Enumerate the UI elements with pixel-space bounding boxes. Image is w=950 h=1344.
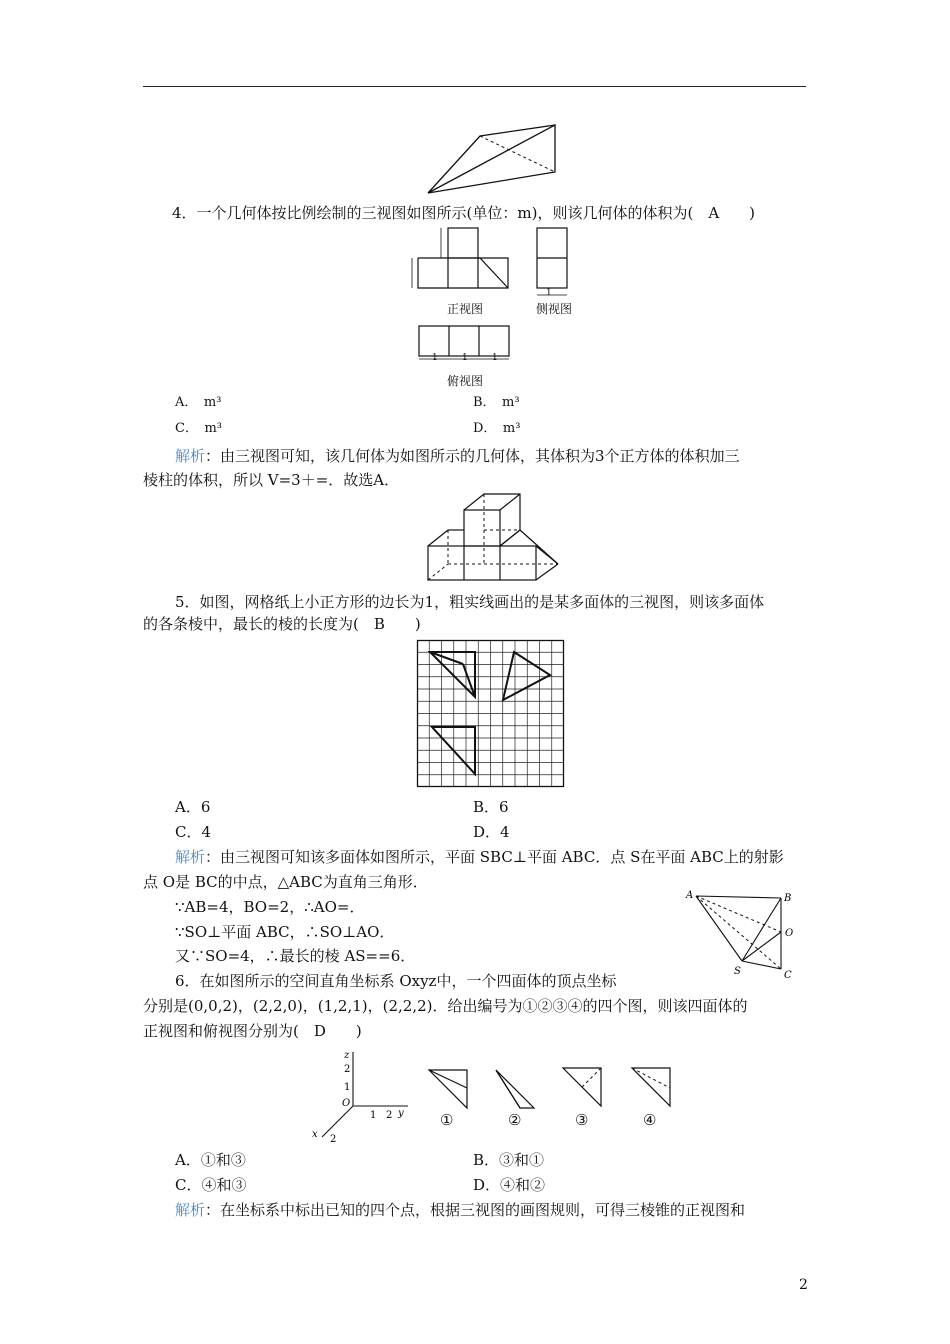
q4-analysis-label: 解析: [175, 447, 206, 465]
q4-front-view: [408, 226, 518, 296]
q4-stem: 4．一个几何体按比例绘制的三视图如图所示(单位：m)，则该几何体的体积为( A ): [172, 204, 756, 222]
q4-top-dim-3: 1: [492, 353, 498, 363]
q5-label-a: A: [686, 890, 694, 901]
q5-analysis-label: 解析: [175, 848, 206, 866]
q6-fig-num-4: ④: [643, 1111, 657, 1129]
q4-top-caption: 俯视图: [447, 374, 484, 388]
q4-front-caption: 正视图: [447, 302, 484, 316]
q5-analysis-line-4: ∵SO⊥平面 ABC，∴SO⊥AO．: [175, 923, 395, 941]
q6-option-c: C．④和③: [175, 1176, 247, 1194]
q6-axis-x: x: [312, 1129, 318, 1140]
q6-analysis-line-1: 解析：在坐标系中标出已知的四个点，根据三视图的画图规则，可得三棱锥的正视图和: [175, 1201, 746, 1219]
q6-fig-num-1: ①: [440, 1111, 454, 1129]
q6-option-a: A．①和③: [175, 1151, 246, 1169]
q5-analysis-line-3: ∵AB=4，BO=2，∴AO=．: [175, 898, 365, 916]
q5-label-o: O: [785, 928, 794, 939]
q4-analysis-line-2: 棱柱的体积，所以 V=3＋=．故选A．: [143, 471, 400, 489]
q4-option-c: C． m³: [175, 421, 222, 436]
q5-option-b: B．6: [473, 798, 509, 816]
q6-stem-line-2: 分别是(0,0,2)，(2,2,0)，(1,2,1)，(2,2,2)．给出编号为①②③④的四个图，则该四面体的: [143, 997, 748, 1015]
q4-analysis-line-1: 解析：由三视图可知，该几何体为如图所示的几何体，其体积为3个正方体的体积加三: [175, 447, 740, 465]
q6-axis-y1: 1: [370, 1110, 377, 1121]
q6-fig-num-2: ②: [508, 1111, 522, 1129]
q5-label-c: C: [784, 970, 792, 981]
q4-side-view: [534, 226, 584, 301]
q6-fig-num-3: ③: [575, 1111, 589, 1129]
q6-axis-z: z: [344, 1050, 350, 1061]
q6-option-d: D．④和②: [473, 1176, 546, 1194]
q6-option-b: B．③和①: [473, 1151, 545, 1169]
q5-label-b: B: [784, 893, 792, 904]
q5-analysis-line-1: 解析：由三视图可知该多面体如图所示，平面 SBC⊥平面 ABC．点 S在平面 ABC上的射影: [175, 848, 784, 866]
q6-axis-y: y: [398, 1108, 404, 1119]
q4-top-dim-2: 1: [462, 353, 468, 363]
q4-side-caption: 侧视图: [536, 302, 573, 316]
q6-view-3: [561, 1066, 605, 1108]
q5-grid-figure: [417, 640, 565, 788]
q5-tetrahedron-figure: [684, 884, 804, 984]
top-pyramid-figure: [420, 120, 560, 198]
q6-view-4: [630, 1066, 674, 1108]
q6-analysis-label: 解析: [175, 1201, 206, 1219]
q4-option-a: A． m³: [175, 395, 222, 410]
q5-analysis-line-2: 点 O是 BC的中点，△ABC为直角三角形．: [143, 873, 428, 891]
q6-stem-line-1: 6．在如图所示的空间直角坐标系 Oxyz中，一个四面体的顶点坐标: [175, 972, 617, 990]
q5-option-a: A．6: [175, 798, 211, 816]
q5-option-c: C．4: [175, 823, 212, 841]
header-rule: [143, 86, 806, 87]
q6-axis-origin: O: [342, 1098, 351, 1109]
q6-axis-y2: 2: [386, 1110, 393, 1121]
q4-solid-figure: [424, 492, 564, 584]
q6-view-1: [427, 1068, 471, 1110]
q4-side-dim: 1: [546, 288, 552, 298]
q4-option-b: B． m³: [473, 395, 520, 410]
q6-axis-z1: 1: [344, 1082, 351, 1093]
q6-stem-line-3: 正视图和俯视图分别为( D ): [143, 1022, 362, 1040]
q6-axis-figure: [308, 1046, 413, 1146]
q5-stem-line-1: 5．如图，网格纸上小正方形的边长为1，粗实线画出的是某多面体的三视图，则该多面体: [175, 593, 765, 611]
q6-axis-x2: 2: [330, 1134, 337, 1145]
page-number: 2: [799, 1277, 808, 1293]
q5-analysis-line-5: 又∵SO=4，∴最长的棱 AS==6．: [175, 947, 416, 965]
q6-axis-z2: 2: [344, 1064, 351, 1075]
q4-option-d: D． m³: [473, 421, 521, 436]
q5-option-d: D．4: [473, 823, 510, 841]
q5-label-s: S: [734, 966, 741, 977]
q6-view-2: [494, 1068, 538, 1110]
q4-top-dim-1: 1: [432, 353, 438, 363]
q5-stem-line-2: 的各条棱中，最长的棱的长度为( B ): [143, 615, 421, 633]
